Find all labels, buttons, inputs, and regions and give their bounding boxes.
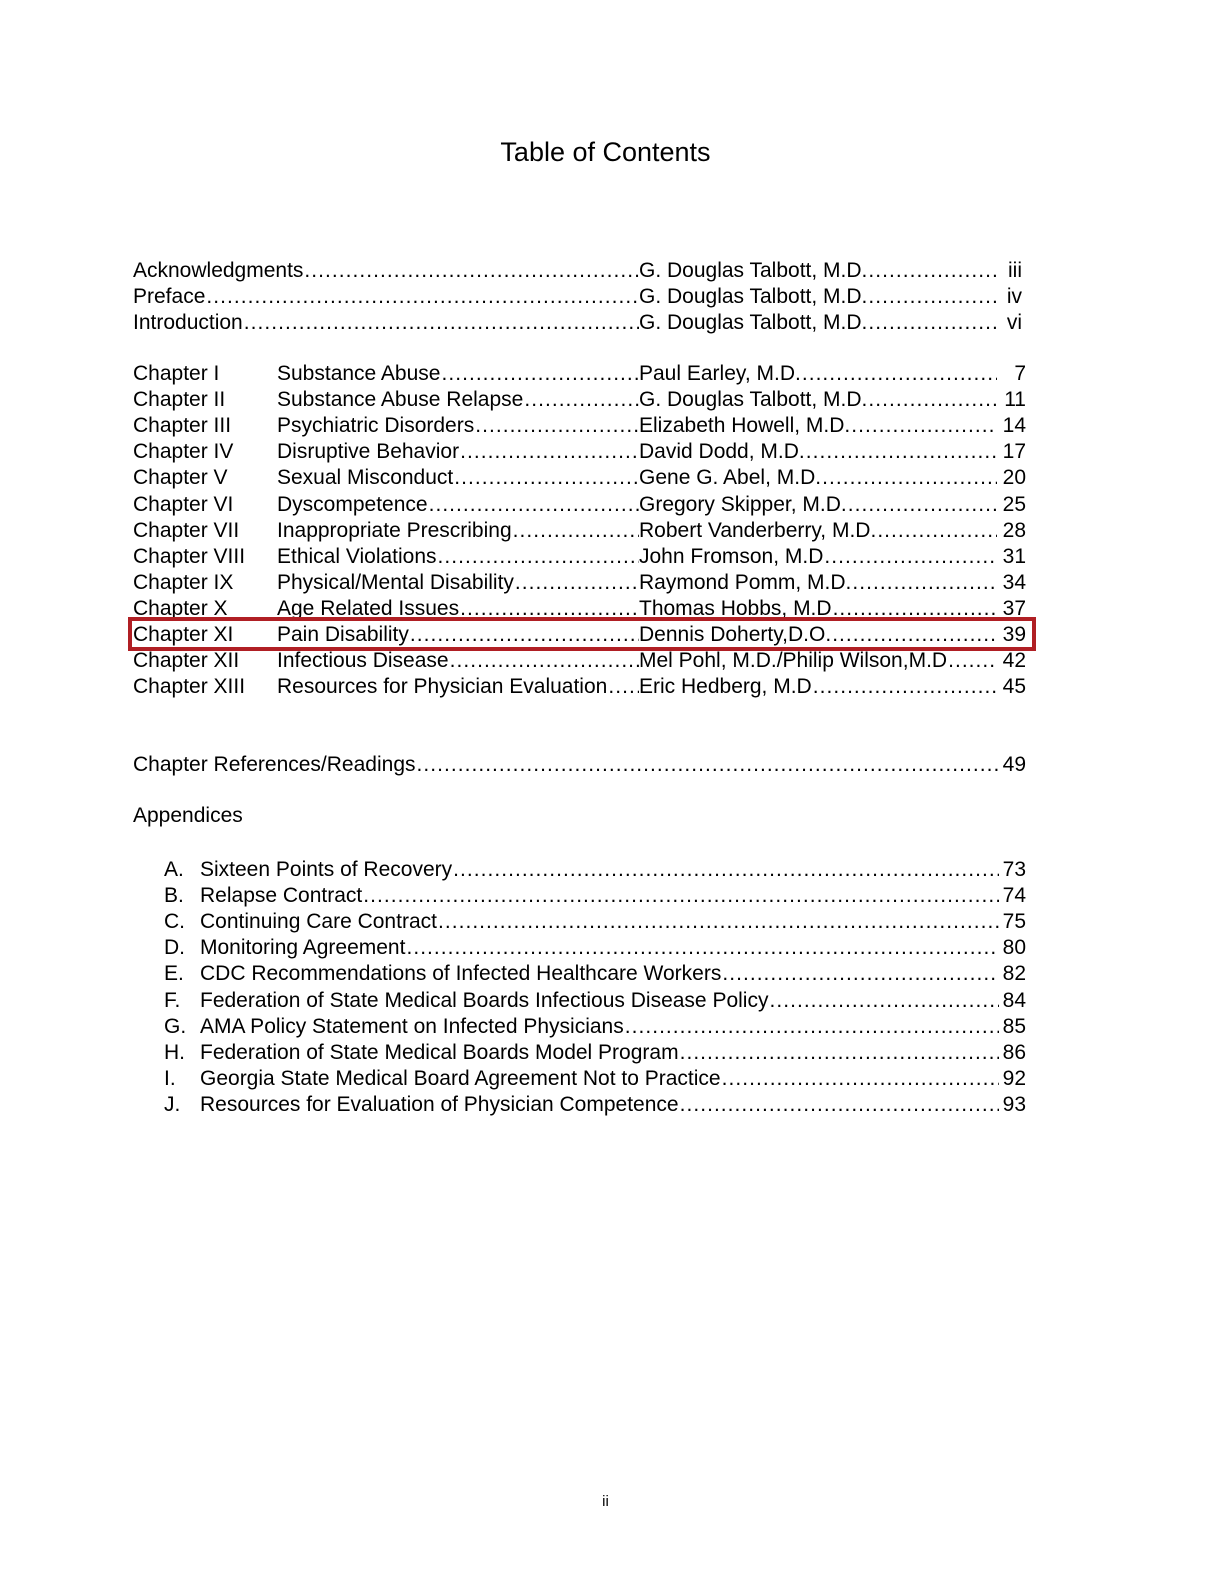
dot-leader	[824, 544, 997, 570]
chapter-title: Infectious Disease	[277, 649, 449, 673]
leader-segment	[639, 258, 997, 284]
chapter-page: 28	[1002, 518, 1026, 542]
chapter-author: Dennis Doherty,D.O.	[639, 623, 832, 646]
dot-leader	[848, 492, 997, 518]
dot-leader	[417, 752, 1000, 778]
leader-segment	[277, 413, 639, 439]
chapter-entry[interactable]	[133, 570, 1026, 596]
leader-segment	[277, 387, 639, 413]
dot-leader	[806, 439, 997, 465]
leader-segment	[200, 883, 999, 909]
leader-segment	[277, 492, 639, 518]
appendix-entry[interactable]	[164, 1092, 1030, 1118]
dot-leader	[441, 361, 639, 387]
leader-segment	[639, 492, 997, 518]
dot-leader	[453, 857, 999, 883]
dot-leader	[524, 387, 639, 413]
entry-page: iii	[1008, 259, 1022, 282]
entry-title: Preface	[133, 285, 206, 308]
appendix-entry[interactable]	[164, 857, 1030, 883]
entry-title: Acknowledgments	[133, 259, 304, 282]
dot-leader	[877, 518, 997, 544]
chapter-author: Gregory Skipper, M.D.	[639, 492, 847, 516]
chapter-page: 34	[1002, 570, 1026, 594]
dot-leader	[206, 284, 639, 310]
dot-leader	[868, 284, 997, 310]
leader-segment	[133, 258, 639, 284]
appendix-title: Continuing Care Contract	[200, 910, 437, 934]
page-number: ii	[602, 1493, 609, 1510]
dot-leader	[680, 1092, 999, 1118]
leader-segment	[639, 465, 997, 491]
appendix-page: 93	[1002, 1092, 1026, 1116]
appendix-title: AMA Policy Statement on Infected Physicians	[200, 1014, 624, 1038]
chapter-page: 7	[1014, 362, 1026, 385]
chapter-number: Chapter III	[133, 414, 232, 438]
leader-segment	[639, 544, 997, 570]
chapter-title: Sexual Misconduct	[277, 466, 454, 490]
chapter-entry[interactable]	[133, 439, 1026, 465]
chapter-title: Ethical Violations	[277, 544, 437, 568]
dot-leader	[868, 258, 997, 284]
appendix-page: 92	[1002, 1066, 1026, 1090]
entry-author: G. Douglas Talbott, M.D.	[639, 311, 868, 334]
appendix-letter: C.	[164, 910, 185, 934]
dot-leader	[722, 961, 999, 987]
appendix-title: Federation of State Medical Boards Infectious Disease Policy	[200, 988, 769, 1012]
dot-leader	[429, 492, 639, 518]
chapter-author: Paul Earley, M.D.	[639, 362, 801, 385]
dot-leader	[813, 674, 997, 700]
leader-segment	[200, 1040, 999, 1066]
appendix-page: 74	[1002, 884, 1026, 908]
appendix-page: 85	[1002, 1014, 1026, 1038]
leader-segment	[200, 1066, 999, 1092]
leader-segment	[277, 465, 639, 491]
appendix-entry[interactable]	[164, 961, 1030, 987]
dot-leader	[608, 674, 639, 700]
chapter-number: Chapter X	[133, 596, 228, 620]
appendix-page: 75	[1002, 910, 1026, 934]
appendix-letter: E.	[164, 962, 184, 986]
leader-segment	[200, 857, 999, 883]
appendix-letter: G.	[164, 1014, 187, 1038]
leader-segment	[639, 310, 997, 336]
highlight-box	[128, 617, 1036, 651]
entry-page: iv	[1006, 285, 1022, 308]
leader-segment	[277, 544, 639, 570]
chapter-entry[interactable]	[133, 544, 1026, 570]
chapter-number: Chapter XIII	[133, 675, 246, 699]
chapter-title: Inappropriate Prescribing	[277, 518, 512, 542]
entry-page: vi	[1006, 311, 1022, 334]
appendix-title: Resources for Evaluation of Physician Competence	[200, 1092, 679, 1116]
appendix-entry[interactable]	[164, 1014, 1030, 1040]
chapter-page: 39	[1002, 623, 1026, 646]
chapter-entry[interactable]	[133, 413, 1026, 439]
chapter-number: Chapter V	[133, 466, 228, 490]
leader-segment	[639, 439, 997, 465]
chapter-number: Chapter II	[133, 388, 226, 412]
chapter-entry[interactable]	[133, 518, 1026, 544]
appendix-title: Relapse Contract	[200, 884, 363, 908]
chapter-author: David Dodd, M.D.	[639, 440, 805, 464]
chapter-author: Mel Pohl, M.D./Philip Wilson,M.D	[639, 649, 948, 673]
chapter-title: Age Related Issues	[277, 596, 460, 620]
dot-leader	[460, 439, 639, 465]
leader-segment	[277, 570, 639, 596]
appendix-letter: I.	[164, 1066, 176, 1090]
appendix-page: 86	[1002, 1040, 1026, 1064]
dot-leader	[722, 1066, 999, 1092]
leader-segment	[639, 361, 997, 387]
dot-leader	[304, 258, 639, 284]
appendix-title: Sixteen Points of Recovery	[200, 858, 453, 881]
references-page: 49	[1002, 753, 1026, 776]
leader-segment	[133, 310, 639, 336]
chapter-number: Chapter IX	[133, 570, 234, 594]
appendix-letter: B.	[164, 884, 184, 908]
dot-leader	[948, 648, 997, 674]
chapter-page: 11	[1004, 388, 1026, 412]
chapter-author: Thomas Hobbs, M.D	[639, 596, 832, 620]
dot-leader	[363, 883, 999, 909]
toc-entry[interactable]	[133, 310, 1026, 336]
chapter-title: Pain Disability	[277, 623, 409, 646]
chapter-number: Chapter XI	[133, 623, 234, 646]
leader-segment	[639, 674, 997, 700]
dot-leader	[406, 935, 999, 961]
dot-leader	[475, 413, 639, 439]
appendix-title: Monitoring Agreement	[200, 936, 406, 960]
appendix-entry[interactable]	[164, 883, 1030, 909]
chapter-title: Resources for Physician Evaluation	[277, 675, 608, 699]
leader-segment	[639, 284, 997, 310]
chapter-number: Chapter VI	[133, 492, 234, 516]
chapter-title: Psychiatric Disorders	[277, 414, 475, 438]
chapter-author: Gene G. Abel, M.D.	[639, 466, 822, 490]
dot-leader	[769, 988, 999, 1014]
appendix-entry[interactable]	[164, 1040, 1030, 1066]
dot-leader	[822, 465, 997, 491]
appendix-letter: F.	[164, 988, 181, 1012]
leader-segment	[277, 439, 639, 465]
appendix-page: 84	[1002, 988, 1026, 1012]
leader-segment	[200, 1092, 999, 1118]
leader-segment	[277, 361, 639, 387]
chapter-page: 14	[1002, 414, 1026, 438]
chapter-entry[interactable]	[133, 465, 1026, 491]
chapter-title: Physical/Mental Disability	[277, 570, 514, 594]
chapter-author: Elizabeth Howell, M.D.	[639, 414, 851, 438]
appendix-entry[interactable]	[164, 909, 1030, 935]
chapter-entry[interactable]	[133, 387, 1026, 413]
appendix-letter: H.	[164, 1040, 185, 1064]
chapter-page: 17	[1002, 440, 1026, 464]
chapter-title: Substance Abuse	[277, 362, 441, 385]
chapter-number: Chapter VIII	[133, 544, 246, 568]
chapter-author: John Fromson, M.D	[639, 544, 824, 568]
leader-segment	[639, 518, 997, 544]
dot-leader	[802, 361, 997, 387]
chapter-entry[interactable]	[133, 361, 1026, 387]
dot-leader	[450, 648, 639, 674]
dot-leader	[868, 387, 997, 413]
leader-segment	[639, 387, 997, 413]
leader-segment	[200, 988, 999, 1014]
dot-leader	[625, 1014, 999, 1040]
chapter-page: 31	[1002, 544, 1026, 568]
chapter-author: Robert Vanderberry, M.D.	[639, 518, 877, 542]
appendix-entry[interactable]	[164, 988, 1030, 1014]
chapter-page: 20	[1002, 466, 1026, 490]
chapter-title: Disruptive Behavior	[277, 440, 460, 464]
chapter-author: G. Douglas Talbott, M.D.	[639, 388, 868, 412]
entry-author: G. Douglas Talbott, M.D.	[639, 259, 868, 282]
appendices-heading: Appendices	[133, 804, 243, 827]
chapter-number: Chapter I	[133, 362, 220, 385]
leader-segment	[200, 909, 999, 935]
references-entry[interactable]	[133, 752, 1026, 778]
dot-leader	[515, 570, 639, 596]
leader-segment	[200, 1014, 999, 1040]
chapter-page: 25	[1002, 492, 1026, 516]
dot-leader	[852, 570, 997, 596]
chapter-number: Chapter VII	[133, 518, 240, 542]
chapter-page: 37	[1002, 596, 1026, 620]
appendix-letter: D.	[164, 936, 185, 960]
page-title: Table of Contents	[500, 137, 711, 167]
appendix-title: CDC Recommendations of Infected Healthcare Workers	[200, 962, 722, 986]
toc-entry[interactable]	[133, 284, 1026, 310]
leader-segment	[639, 648, 997, 674]
chapter-author: Raymond Pomm, M.D.	[639, 570, 852, 594]
appendix-title: Georgia State Medical Board Agreement Not to Practice	[200, 1066, 721, 1090]
appendix-letter: A.	[164, 858, 184, 881]
chapter-page: 42	[1002, 649, 1026, 673]
chapter-title: Dyscompetence	[277, 492, 428, 516]
dot-leader	[244, 310, 639, 336]
leader-segment	[277, 648, 639, 674]
chapter-page: 45	[1002, 675, 1026, 699]
chapter-entry[interactable]	[133, 492, 1026, 518]
dot-leader	[851, 413, 997, 439]
appendix-letter: J.	[164, 1092, 181, 1116]
dot-leader	[438, 544, 639, 570]
leader-segment	[200, 961, 999, 987]
appendix-page: 73	[1002, 858, 1026, 881]
chapter-number: Chapter XII	[133, 649, 240, 673]
chapter-entry[interactable]	[133, 648, 1026, 674]
leader-segment	[277, 674, 639, 700]
appendix-entry[interactable]	[164, 935, 1030, 961]
appendix-title: Federation of State Medical Boards Model Program	[200, 1040, 679, 1064]
dot-leader	[868, 310, 997, 336]
appendix-page: 82	[1002, 962, 1026, 986]
leader-segment	[277, 518, 639, 544]
dot-leader	[454, 465, 639, 491]
dot-leader	[438, 909, 999, 935]
leader-segment	[639, 570, 997, 596]
chapter-number: Chapter IV	[133, 440, 234, 464]
appendix-entry[interactable]	[164, 1066, 1030, 1092]
chapter-entry[interactable]	[133, 674, 1026, 700]
entry-author: G. Douglas Talbott, M.D.	[639, 285, 868, 308]
references-label: Chapter References/Readings	[133, 753, 416, 776]
leader-segment	[133, 284, 639, 310]
appendix-page: 80	[1002, 936, 1026, 960]
chapter-author: Eric Hedberg, M.D	[639, 675, 812, 699]
dot-leader	[680, 1040, 999, 1066]
chapter-title: Substance Abuse Relapse	[277, 388, 524, 412]
dot-leader	[513, 518, 639, 544]
entry-title: Introduction	[133, 311, 243, 334]
leader-segment	[639, 413, 997, 439]
toc-entry[interactable]	[133, 258, 1026, 284]
leader-segment	[200, 935, 999, 961]
